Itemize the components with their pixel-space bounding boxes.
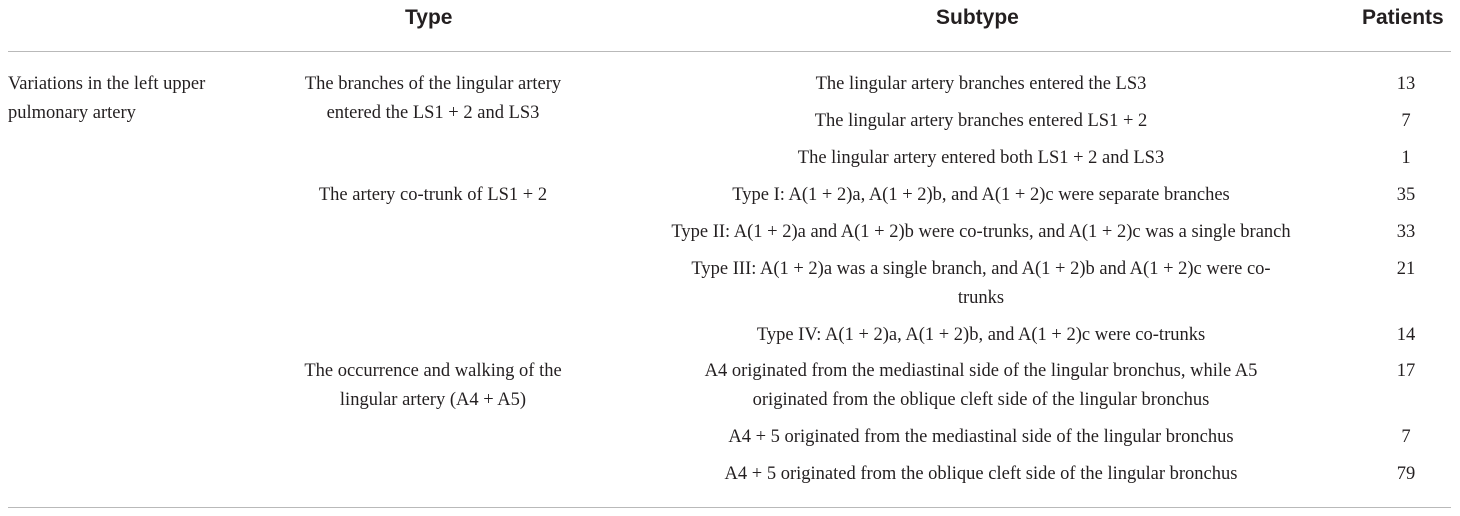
patients-cell: 33 — [1396, 222, 1416, 242]
header-patients: Patients — [1362, 6, 1444, 29]
subtype-cell: The lingular artery branches entered LS1 + 2 — [814, 111, 1148, 131]
type-cell-3: The occurrence and walking of the lingular artery (A4 + A5) — [304, 361, 562, 410]
header-type: Type — [405, 6, 453, 29]
subtype-cell: Type I: A(1 + 2)a, A(1 + 2)b, and A(1 + 2)c were separate branches — [732, 185, 1230, 205]
patients-cell: 35 — [1396, 185, 1416, 205]
table-bottom-rule — [8, 507, 1451, 508]
subtype-cell: The lingular artery branches entered the LS3 — [815, 74, 1147, 94]
header-divider — [8, 51, 1451, 52]
patients-cell: 14 — [1396, 325, 1416, 345]
patients-cell: 13 — [1396, 74, 1416, 94]
patients-cell: 21 — [1396, 259, 1416, 279]
subtype-cell: Type III: A(1 + 2)a was a single branch, and A(1 + 2)b and A(1 + 2)c were co- trunks — [691, 259, 1271, 308]
type-cell-2: The artery co-trunk of LS1 + 2 — [318, 185, 548, 205]
subtype-cell: A4 + 5 originated from the mediastinal side of the lingular bronchus — [728, 427, 1234, 447]
category-label: Variations in the left upper pulmonary artery — [8, 74, 206, 123]
subtype-cell: Type IV: A(1 + 2)a, A(1 + 2)b, and A(1 + 2)c were co-trunks — [756, 325, 1206, 345]
subtype-cell: A4 + 5 originated from the oblique cleft side of the lingular bronchus — [724, 464, 1238, 484]
patients-cell: 79 — [1396, 464, 1416, 484]
header-subtype: Subtype — [936, 6, 1019, 29]
patients-cell: 17 — [1396, 361, 1416, 381]
type-cell-1: The branches of the lingular artery entered the LS1 + 2 and LS3 — [304, 74, 562, 123]
patients-cell: 1 — [1401, 148, 1411, 168]
patients-cell: 7 — [1401, 427, 1411, 447]
patients-cell: 7 — [1401, 111, 1411, 131]
subtype-cell: A4 originated from the mediastinal side of the lingular bronchus, while A5 originated from the oblique cleft side of the lingular bronchus — [704, 361, 1258, 410]
subtype-cell: Type II: A(1 + 2)a and A(1 + 2)b were co-trunks, and A(1 + 2)c was a single branch — [671, 222, 1291, 242]
subtype-cell: The lingular artery entered both LS1 + 2 and LS3 — [797, 148, 1165, 168]
